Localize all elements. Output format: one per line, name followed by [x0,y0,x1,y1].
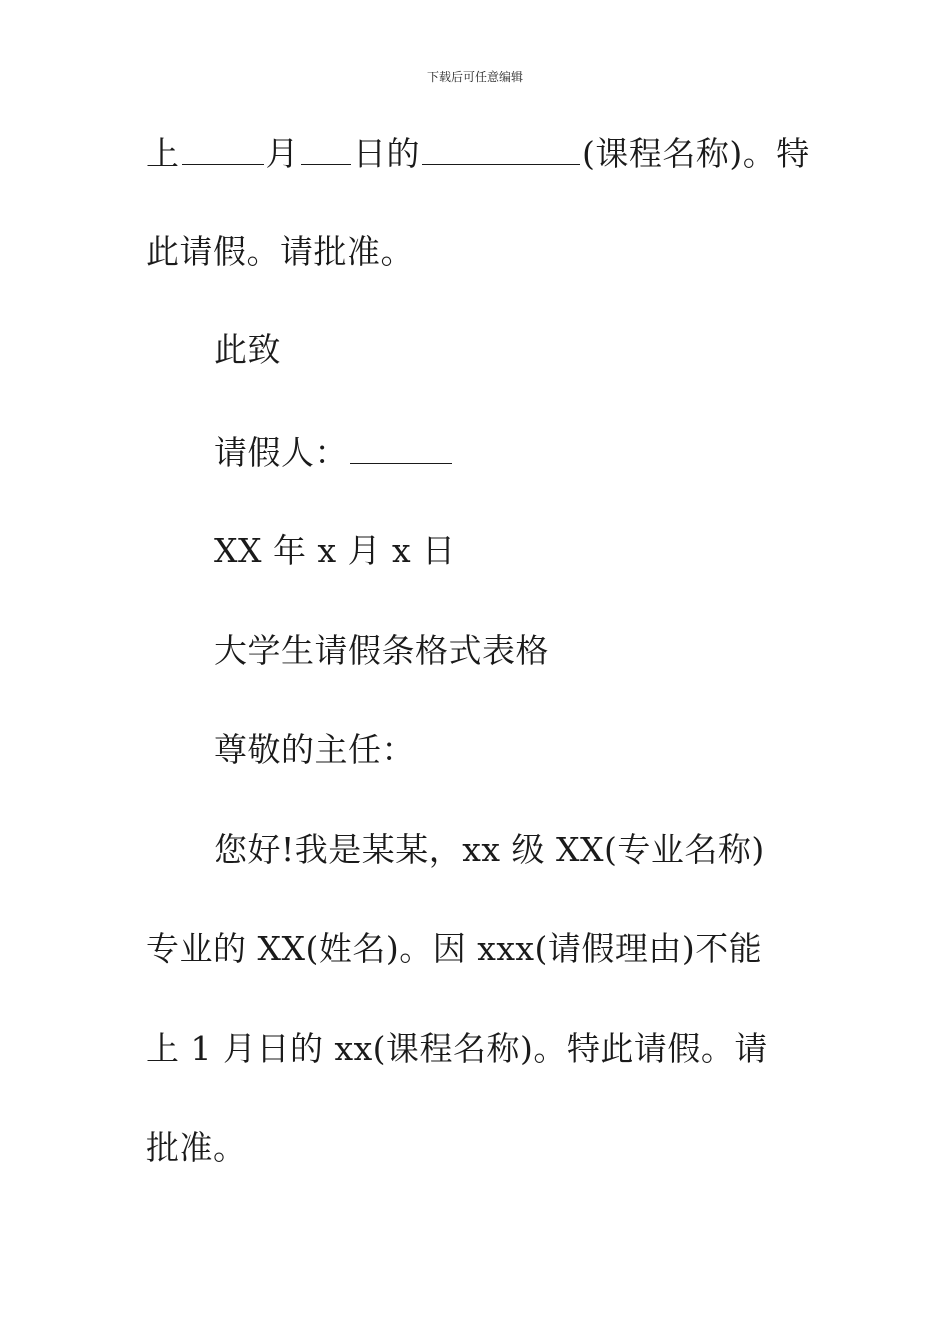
date-line: XX 年 x 月 x 日 [214,531,456,570]
text-line-8: 您好!我是某某，xx 级 XX(专业名称) [214,830,765,869]
page-header: 下载后可任意编辑 [426,70,523,84]
text-line-11: 批准。 [146,1128,247,1167]
text-fragment: (课程名称)。特 [582,134,810,173]
blank-underline [422,134,580,165]
blank-underline [182,134,264,165]
blank-underline [301,134,351,165]
greeting-line: 尊敬的主任： [214,730,415,769]
section-title: 大学生请假条格式表格 [214,631,549,670]
applicant-line [214,433,454,473]
text-line-10: 上 1 月日的 xx(课程名称)。特此请假。请 [146,1029,768,1068]
text-line-9: 专业的 XX(姓名)。因 xxx(请假理由)不能 [146,929,763,968]
text-line-1 [146,134,810,174]
text-fragment: 上 [146,134,180,173]
text-fragment: 月 [265,134,299,173]
blank-underline [350,433,452,464]
applicant-label: 请假人： [214,433,348,472]
text-fragment: 日的 [353,134,420,173]
closing-salutation: 此致 [214,330,281,369]
text-line-2: 此请假。请批准。 [146,232,414,271]
